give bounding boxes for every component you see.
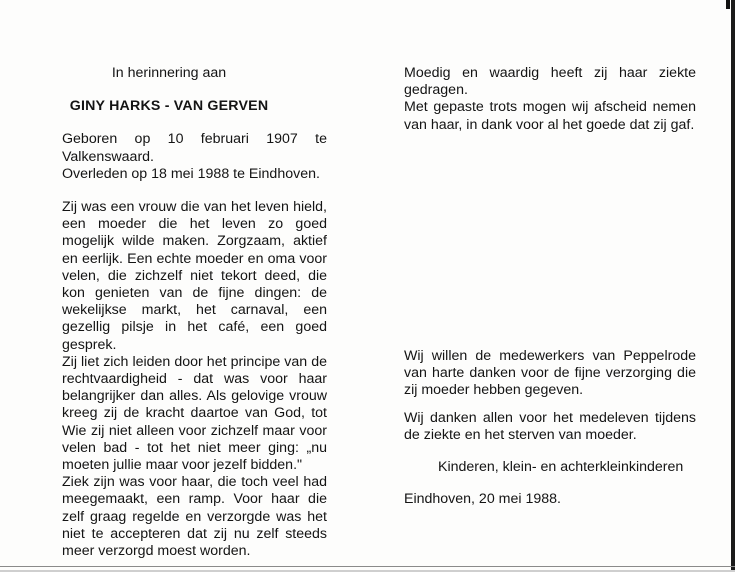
crop-mark: [726, 0, 730, 9]
place-date: Eindhoven, 20 mei 1988.: [404, 491, 561, 507]
farewell-paragraph: Met gepaste trots mogen wij afscheid nemen van haar, in dank voor al het goede dat zij gaf.: [404, 99, 696, 133]
thanks-staff-paragraph: Wij willen de medewerkers van Peppelrode van harte danken voor de fijne verzorging die zij moeder hebben gegeven.: [404, 348, 696, 399]
death-line: Overleden op 18 mei 1988 te Eindhoven.: [62, 165, 320, 182]
tribute-paragraph-1: Zij was een vrouw die van het leven hield, een moeder die het leven zo goed mogelijk wilde maken. Zorgzaam, aktief en eerlijk. Een echte moeder en oma voor velen, die zichzelf niet tekort deed, die kon genieten van de fijne dingen: de wekelijkse markt, het carnaval, een gezellig pilsje in het café, een goed gesprek.: [62, 199, 327, 353]
tribute-paragraph-3: Ziek zijn was voor haar, die toch veel had meegemaakt, een ramp. Voor haar die zelf graag regelde en verzorgde was het niet te accepteren dat zij nu zelf steeds meer verzorgd moest worden.: [62, 474, 327, 560]
courage-paragraph: Moedig en waardig heeft zij haar ziekte gedragen.: [404, 65, 696, 99]
memorial-heading: In herinnering aan: [111, 65, 227, 81]
thanks-all-paragraph: Wij danken allen voor het medeleven tijdens de ziekte en het sterven van moeder.: [404, 410, 696, 444]
scan-edge-right: [731, 0, 735, 572]
family-signature: Kinderen, klein- en achterkleinkinderen: [438, 459, 684, 475]
right-column: [404, 65, 696, 507]
left-column: [62, 65, 327, 560]
birth-line: Geboren op 10 februari 1907 te Valkenswaard.: [62, 131, 327, 165]
deceased-name: GINY HARKS - VAN GERVEN: [69, 98, 269, 115]
scan-edge-bottom: [0, 566, 735, 567]
tribute-paragraph-2: Zij liet zich leiden door het principe van de rechtvaardigheid - dat was voor haar belangrijker dan alles. Als gelovige vrouw kreeg zij de kracht daartoe van God, tot Wie zij niet alleen voor zichzelf maar voor velen bad - tot het niet meer ging: „nu moeten jullie maar voor jezelf bidden.": [62, 353, 327, 474]
